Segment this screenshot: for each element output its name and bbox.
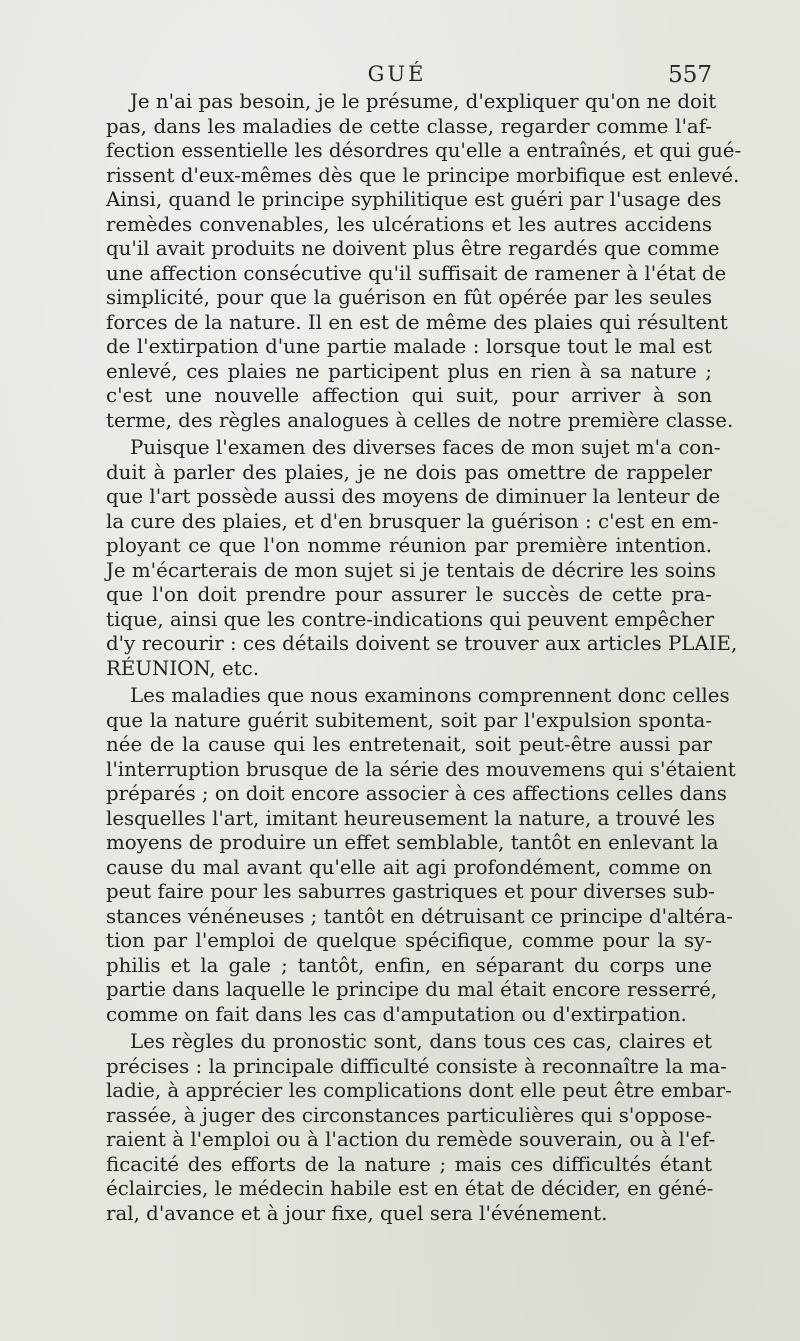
text-line: peut faire pour les saburres gastriques et pour diverses sub- [106, 880, 715, 903]
running-head: GUÉ [367, 62, 427, 86]
text-line: ployant ce que l'on nomme réunion par première intention. [106, 534, 712, 557]
page-header [82, 62, 712, 92]
text-line: tion par l'emploi de quelque spécifique, comme pour la sy- [106, 929, 712, 952]
text-line: moyens de produire un effet semblable, tantôt en enlevant la [106, 831, 719, 854]
text-line: ficacité des efforts de la nature ; mais ces difficultés étant [106, 1152, 712, 1176]
text-line: comme on fait dans les cas d'amputation ou d'extirpation. [106, 1002, 687, 1026]
text-line: que la nature guérit subitement, soit par l'expulsion sponta- [106, 708, 712, 732]
text-line: Ainsi, quand le principe syphilitique est guéri par l'usage des [106, 188, 722, 211]
text-line: pas, dans les maladies de cette classe, regarder comme l'af- [106, 114, 712, 138]
text-line: préparés ; on doit encore associer à ces affections celles dans [106, 782, 727, 805]
paragraph-2 [82, 436, 738, 681]
paragraph-4 [82, 1030, 732, 1226]
text-line: Je n'ai pas besoin, je le présume, d'expliquer qu'on ne doit [130, 90, 717, 113]
paragraph-3 [82, 684, 736, 1027]
text-line: tique, ainsi que les contre-indications qui peuvent empêcher [106, 607, 715, 631]
text-line: forces de la nature. Il en est de même des plaies qui résultent [106, 310, 728, 334]
text-line: remèdes convenables, les ulcérations et les autres accidens [106, 212, 712, 236]
text-line: terme, des règles analogues à celles de notre première classe. [106, 408, 734, 432]
text-line: qu'il avait produits ne doivent plus être regardés que comme [106, 237, 720, 260]
text-line: duit à parler des plaies, je ne dois pas omettre de rappeler [106, 460, 712, 484]
text-line: Puisque l'examen des diverses faces de mon sujet m'a con- [130, 436, 721, 459]
text-line: lesquelles l'art, imitant heureusement la nature, a trouvé les [106, 806, 716, 830]
text-line: cause du mal avant qu'elle ait agi profondément, comme on [106, 855, 712, 879]
text-line: philis et la gale ; tantôt, enfin, en séparant du corps une [106, 953, 712, 977]
text-line: une affection consécutive qu'il suffisait de ramener à l'état de [106, 261, 727, 285]
text-line: précises : la principale difficulté consiste à reconnaître la ma- [106, 1054, 727, 1078]
text-line: stances vénéneuses ; tantôt en détruisant ce principe d'altéra- [106, 904, 733, 928]
text-line: rissent d'eux-mêmes dès que le principe morbifique est enlevé. [106, 163, 740, 187]
text-line: partie dans laquelle le principe du mal était encore resserré, [106, 978, 718, 1001]
text-line: l'interruption brusque de la série des mouvemens qui s'étaient [106, 757, 736, 781]
page-number: 557 [668, 62, 712, 88]
text-line: d'y recourir : ces détails doivent se trouver aux articles PLAIE, [106, 632, 738, 655]
text-line: ladie, à apprécier les complications dont elle peut être embar- [106, 1079, 732, 1102]
text-line: de l'extirpation d'une partie malade : lorsque tout le mal est [106, 335, 712, 358]
text-line: c'est une nouvelle affection qui suit, pour arriver à son [106, 384, 712, 407]
text-line: éclaircies, le médecin habile est en état de décider, en géné- [106, 1177, 714, 1200]
text-line: simplicité, pour que la guérison en fût opérée par les seules [106, 286, 712, 309]
text-line: fection essentielle les désordres qu'elle a entraînés, et qui gué- [106, 139, 742, 162]
paragraph-1 [82, 90, 742, 433]
text-line: que l'art possède aussi des moyens de diminuer la lenteur de [106, 485, 721, 508]
text-line: que l'on doit prendre pour assurer le succès de cette pra- [106, 583, 712, 606]
text-line: rassée, à juger des circonstances particulières qui s'oppose- [106, 1103, 712, 1127]
text-line: Je m'écarterais de mon sujet si je tentais de décrire les soins [106, 558, 717, 582]
text-line: Les règles du pronostic sont, dans tous ces cas, claires et [130, 1030, 712, 1053]
text-line: née de la cause qui les entretenait, soit peut-être aussi par [106, 733, 712, 756]
text-line: enlevé, ces plaies ne participent plus en rien à sa nature ; [106, 359, 712, 383]
text-line: raient à l'emploi ou à l'action du remède souverain, ou à l'ef- [106, 1128, 716, 1151]
text-line: Les maladies que nous examinons comprennent donc celles [130, 684, 730, 707]
body-text [82, 90, 742, 1226]
text-line: ral, d'avance et à jour fixe, quel sera l'événement. [106, 1201, 608, 1225]
text-line: la cure des plaies, et d'en brusquer la guérison : c'est en em- [106, 509, 719, 533]
text-line: RÉUNION, etc. [106, 656, 259, 680]
